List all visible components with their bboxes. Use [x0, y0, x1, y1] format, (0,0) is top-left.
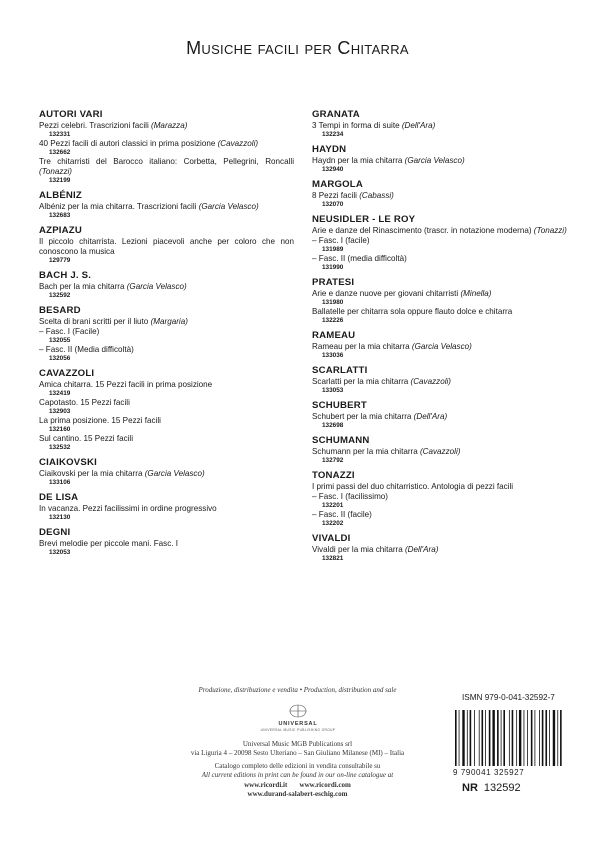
catalog-number: [462, 782, 521, 794]
catalog-code: 132055: [49, 337, 71, 344]
work-text: Tre chitarristi del Barocco italiano: Corbetta, Pellegrini, Roncalli: [39, 157, 294, 166]
work-title: [312, 226, 567, 236]
nr-label: NR: [462, 782, 478, 794]
page-title: [0, 38, 595, 59]
company-address: via Liguria 4 – 20098 Sesto Ulteriano – San Giuliano Milanese (MI) – Italia: [190, 749, 405, 757]
work-title: [39, 237, 294, 257]
catalog-code: 132698: [322, 422, 344, 429]
work-title: [39, 139, 294, 149]
work-title: [312, 156, 567, 166]
composer-heading: SCHUBERT: [312, 400, 367, 411]
catalog-code: 132199: [49, 177, 71, 184]
barcode-bar: [553, 710, 555, 766]
barcode-bar: [527, 710, 528, 766]
publisher-footer: [150, 686, 445, 800]
work-title: [39, 282, 294, 292]
work-title: [312, 510, 567, 520]
work-text: Sul cantino. 15 Pezzi facili: [39, 434, 134, 443]
composer-heading: DEGNI: [39, 527, 71, 538]
work-title: [312, 492, 567, 502]
composer-heading: NEUSIDLER - LE ROY: [312, 214, 416, 225]
work-text: – Fasc. I (facilissimo): [312, 492, 389, 501]
catalog-code: 132662: [49, 149, 71, 156]
catalog-code: 132532: [49, 444, 71, 451]
work-editor: (Dell'Ara): [401, 121, 436, 130]
logo-word: UNIVERSAL: [278, 720, 317, 727]
ricordi-com-link[interactable]: www.ricordi.com: [299, 780, 351, 789]
catalog-code: 132130: [49, 514, 71, 521]
catalog-code: 132056: [49, 355, 71, 362]
work-title: [39, 416, 294, 426]
catalog-code: 132226: [322, 317, 344, 324]
work-title: [312, 447, 567, 457]
barcode-bar: [479, 710, 480, 766]
production-line: Produzione, distribuzione e vendita • Production, distribution and sale: [198, 686, 397, 694]
work-title: [39, 398, 294, 408]
catalog-note-en: All current editions in print can be found in our on-line catalogue at: [201, 771, 394, 779]
barcode-bar: [485, 710, 486, 766]
barcode-bar: [531, 710, 533, 766]
catalog-column-left: [39, 109, 294, 557]
barcode-bar: [474, 710, 475, 766]
work-title: [39, 504, 294, 514]
composer-heading: ALBÉNIZ: [39, 190, 82, 201]
work-title: [312, 191, 567, 201]
work-text: Schumann per la mia chitarra: [312, 447, 420, 456]
work-editor: (Garcia Velasco): [404, 156, 465, 165]
title-part: C: [337, 38, 351, 58]
work-text: La prima posizione. 15 Pezzi facili: [39, 416, 161, 425]
catalog-code: 132201: [322, 502, 344, 509]
work-editor: (Garcia Velasco): [411, 342, 472, 351]
work-title: [39, 469, 294, 479]
work-text: – Fasc. II (facile): [312, 510, 372, 519]
composer-heading: HAYDN: [312, 144, 347, 155]
barcode-bar: [512, 710, 514, 766]
work-title: [39, 317, 294, 327]
work-title: [39, 157, 294, 177]
composer-heading: SCHUMANN: [312, 435, 370, 446]
work-text: – Fasc. II (media difficoltà): [312, 254, 407, 263]
catalog-code: 132821: [322, 555, 344, 562]
work-title: [312, 342, 567, 352]
composer-heading: MARGOLA: [312, 179, 363, 190]
work-text: – Fasc. II (Media difficoltà): [39, 345, 134, 354]
work-title: [312, 307, 567, 317]
work-editor: (Tonazzi): [39, 167, 72, 176]
work-text: Scelta di brani scritti per il liuto: [39, 317, 151, 326]
catalog-code: 132234: [322, 131, 344, 138]
work-text: Arie e danze del Rinascimento (trascr. in notazione moderna): [312, 226, 534, 235]
catalog-code: 132419: [49, 390, 71, 397]
barcode-bar: [501, 710, 502, 766]
barcode-bar: [519, 710, 521, 766]
work-text: – Fasc. I (Facile): [39, 327, 100, 336]
work-text: Arie e danze nuove per giovani chitarristi: [312, 289, 461, 298]
work-editor: (Cavazzoli): [410, 377, 451, 386]
universal-logo-icon: [260, 701, 335, 737]
barcode-bar: [503, 710, 505, 766]
work-editor: (Cabassi): [359, 191, 394, 200]
work-title: [312, 121, 567, 131]
catalog-code: 132683: [49, 212, 71, 219]
work-title: [39, 380, 294, 390]
durand-link[interactable]: www.durand-salabert-eschig.com: [247, 790, 348, 798]
work-editor: (Cavazzoli): [419, 447, 461, 456]
work-title: [312, 289, 567, 299]
barcode-bar: [560, 710, 562, 766]
work-title: [39, 327, 294, 337]
work-text: Albéniz per la mia chitarra. Trascrizioni facili: [39, 202, 199, 211]
catalog-code: 132160: [49, 426, 71, 433]
work-title: [39, 121, 294, 131]
composer-heading: BACH J. S.: [39, 270, 92, 281]
work-editor: (Garcia Velasco): [198, 202, 259, 211]
work-title: [312, 482, 567, 492]
work-text: I primi passi del duo chitarristico. Antologia di pezzi facili: [312, 482, 514, 491]
work-editor: (Garcia Velasco): [126, 282, 187, 291]
work-text: Rameau per la mia chitarra: [312, 342, 412, 351]
barcode-bar: [545, 710, 547, 766]
composer-heading: AUTORI VARI: [39, 109, 103, 120]
catalog-code: 131989: [322, 246, 344, 253]
work-text: Ciaikovski per la mia chitarra: [39, 469, 145, 478]
work-text: Amica chitarra. 15 Pezzi facili in prima posizione: [39, 380, 213, 389]
catalog-code: 129779: [49, 257, 71, 264]
barcode-icon: [453, 710, 565, 766]
catalog-code: 132070: [322, 201, 344, 208]
barcode-bar: [482, 710, 484, 766]
work-text: Capotasto. 15 Pezzi facili: [39, 398, 130, 407]
title-part: M: [186, 38, 202, 58]
ricordi-it-link[interactable]: www.ricordi.it: [244, 780, 288, 789]
catalog-code: 132903: [49, 408, 71, 415]
composer-heading: PRATESI: [312, 277, 355, 288]
work-text: Schubert per la mia chitarra: [312, 412, 414, 421]
composer-heading: CIAIKOVSKI: [39, 457, 97, 468]
work-title: [312, 412, 567, 422]
work-editor: (Dell'Ara): [404, 545, 439, 554]
ismn-code: ISMN 979-0-041-32592-7: [462, 693, 555, 702]
work-text: 3 Tempi in forma di suite: [312, 121, 402, 130]
catalog-code: 132940: [322, 166, 344, 173]
nr-value: 132592: [483, 782, 521, 794]
catalog-code: 131990: [322, 264, 344, 271]
catalog-code: 133036: [322, 352, 344, 359]
work-title: [312, 377, 567, 387]
barcode-bar: [535, 710, 536, 766]
title-part: hitarra: [350, 38, 409, 58]
work-title: [39, 202, 294, 212]
work-text: Bach per la mia chitarra: [39, 282, 127, 291]
work-text: Il piccolo chitarrista. Lezioni piacevoli anche per coloro che non conoscono la musica: [39, 237, 294, 256]
work-editor: (Minella): [460, 289, 492, 298]
company-name: Universal Music MGB Publications srl: [242, 739, 353, 748]
work-editor: (Tonazzi): [533, 226, 567, 235]
work-text: In vacanza. Pezzi facilissimi in ordine progressivo: [39, 504, 217, 513]
barcode-bar: [489, 710, 491, 766]
composer-heading: RAMEAU: [312, 330, 356, 341]
barcode-bar: [470, 710, 472, 766]
catalog-code: 133106: [49, 479, 71, 486]
catalog-column-right: [312, 109, 567, 563]
composer-heading: CAVAZZOLI: [39, 368, 95, 379]
catalog-code: 132592: [49, 292, 71, 299]
catalog-code: 132331: [49, 131, 71, 138]
work-text: 40 Pezzi facili di autori classici in prima posizione: [39, 139, 218, 148]
composer-heading: GRANATA: [312, 109, 360, 120]
work-text: Scarlatti per la mia chitarra: [312, 377, 411, 386]
barcode-bar: [459, 710, 460, 766]
composer-heading: BESARD: [39, 305, 81, 316]
composer-heading: VIVALDI: [312, 533, 351, 544]
barcode-bar: [516, 710, 517, 766]
composer-heading: TONAZZI: [312, 470, 355, 481]
work-text: Ballatelle per chitarra sola oppure flauto dolce e chitarra: [312, 307, 513, 316]
title-part: usiche facili per: [201, 38, 338, 58]
work-title: [312, 236, 567, 246]
barcode-bar: [539, 710, 540, 766]
barcode-bar: [542, 710, 544, 766]
work-editor: (Dell'Ara): [413, 412, 448, 421]
composer-heading: SCARLATTI: [312, 365, 368, 376]
catalog-code: 132202: [322, 520, 344, 527]
work-title: [39, 345, 294, 355]
work-title: [39, 434, 294, 444]
work-text: Pezzi celebri. Trascrizioni facili: [39, 121, 151, 130]
work-text: Haydn per la mia chitarra: [312, 156, 405, 165]
barcode-bar: [462, 710, 464, 766]
work-editor: (Garcia Velasco): [144, 469, 205, 478]
catalog-code: 133053: [322, 387, 344, 394]
work-title: [39, 539, 294, 549]
catalog-note-it: Catalogo completo delle edizioni in vendita consultabile su: [214, 761, 381, 770]
catalog-code: 132792: [322, 457, 344, 464]
work-editor: (Margaria): [150, 317, 188, 326]
barcode-bar: [467, 710, 468, 766]
barcode-bar: [509, 710, 510, 766]
work-editor: (Cavazzoli): [217, 139, 259, 148]
barcode-bar: [497, 710, 499, 766]
catalog-code: 132053: [49, 549, 71, 556]
barcode-digits: 9 790041 325927: [453, 768, 525, 777]
barcode-bar: [492, 710, 494, 766]
barcode-bar: [549, 710, 550, 766]
work-editor: (Marazza): [151, 121, 188, 130]
barcode-bar: [557, 710, 558, 766]
catalog-code: 131980: [322, 299, 344, 306]
work-text: Vivaldi per la mia chitarra: [312, 545, 405, 554]
work-text: – Fasc. I (facile): [312, 236, 370, 245]
logo-sub: UNIVERSAL MUSIC PUBLISHING GROUP: [260, 727, 335, 732]
work-title: [312, 254, 567, 264]
barcode-bar: [524, 710, 525, 766]
barcode-bar: [455, 710, 457, 766]
work-text: 8 Pezzi facili: [312, 191, 360, 200]
work-title: [312, 545, 567, 555]
composer-heading: DE LISA: [39, 492, 79, 503]
composer-heading: AZPIAZU: [39, 225, 82, 236]
work-text: Brevi melodie per piccole mani. Fasc. I: [39, 539, 178, 548]
